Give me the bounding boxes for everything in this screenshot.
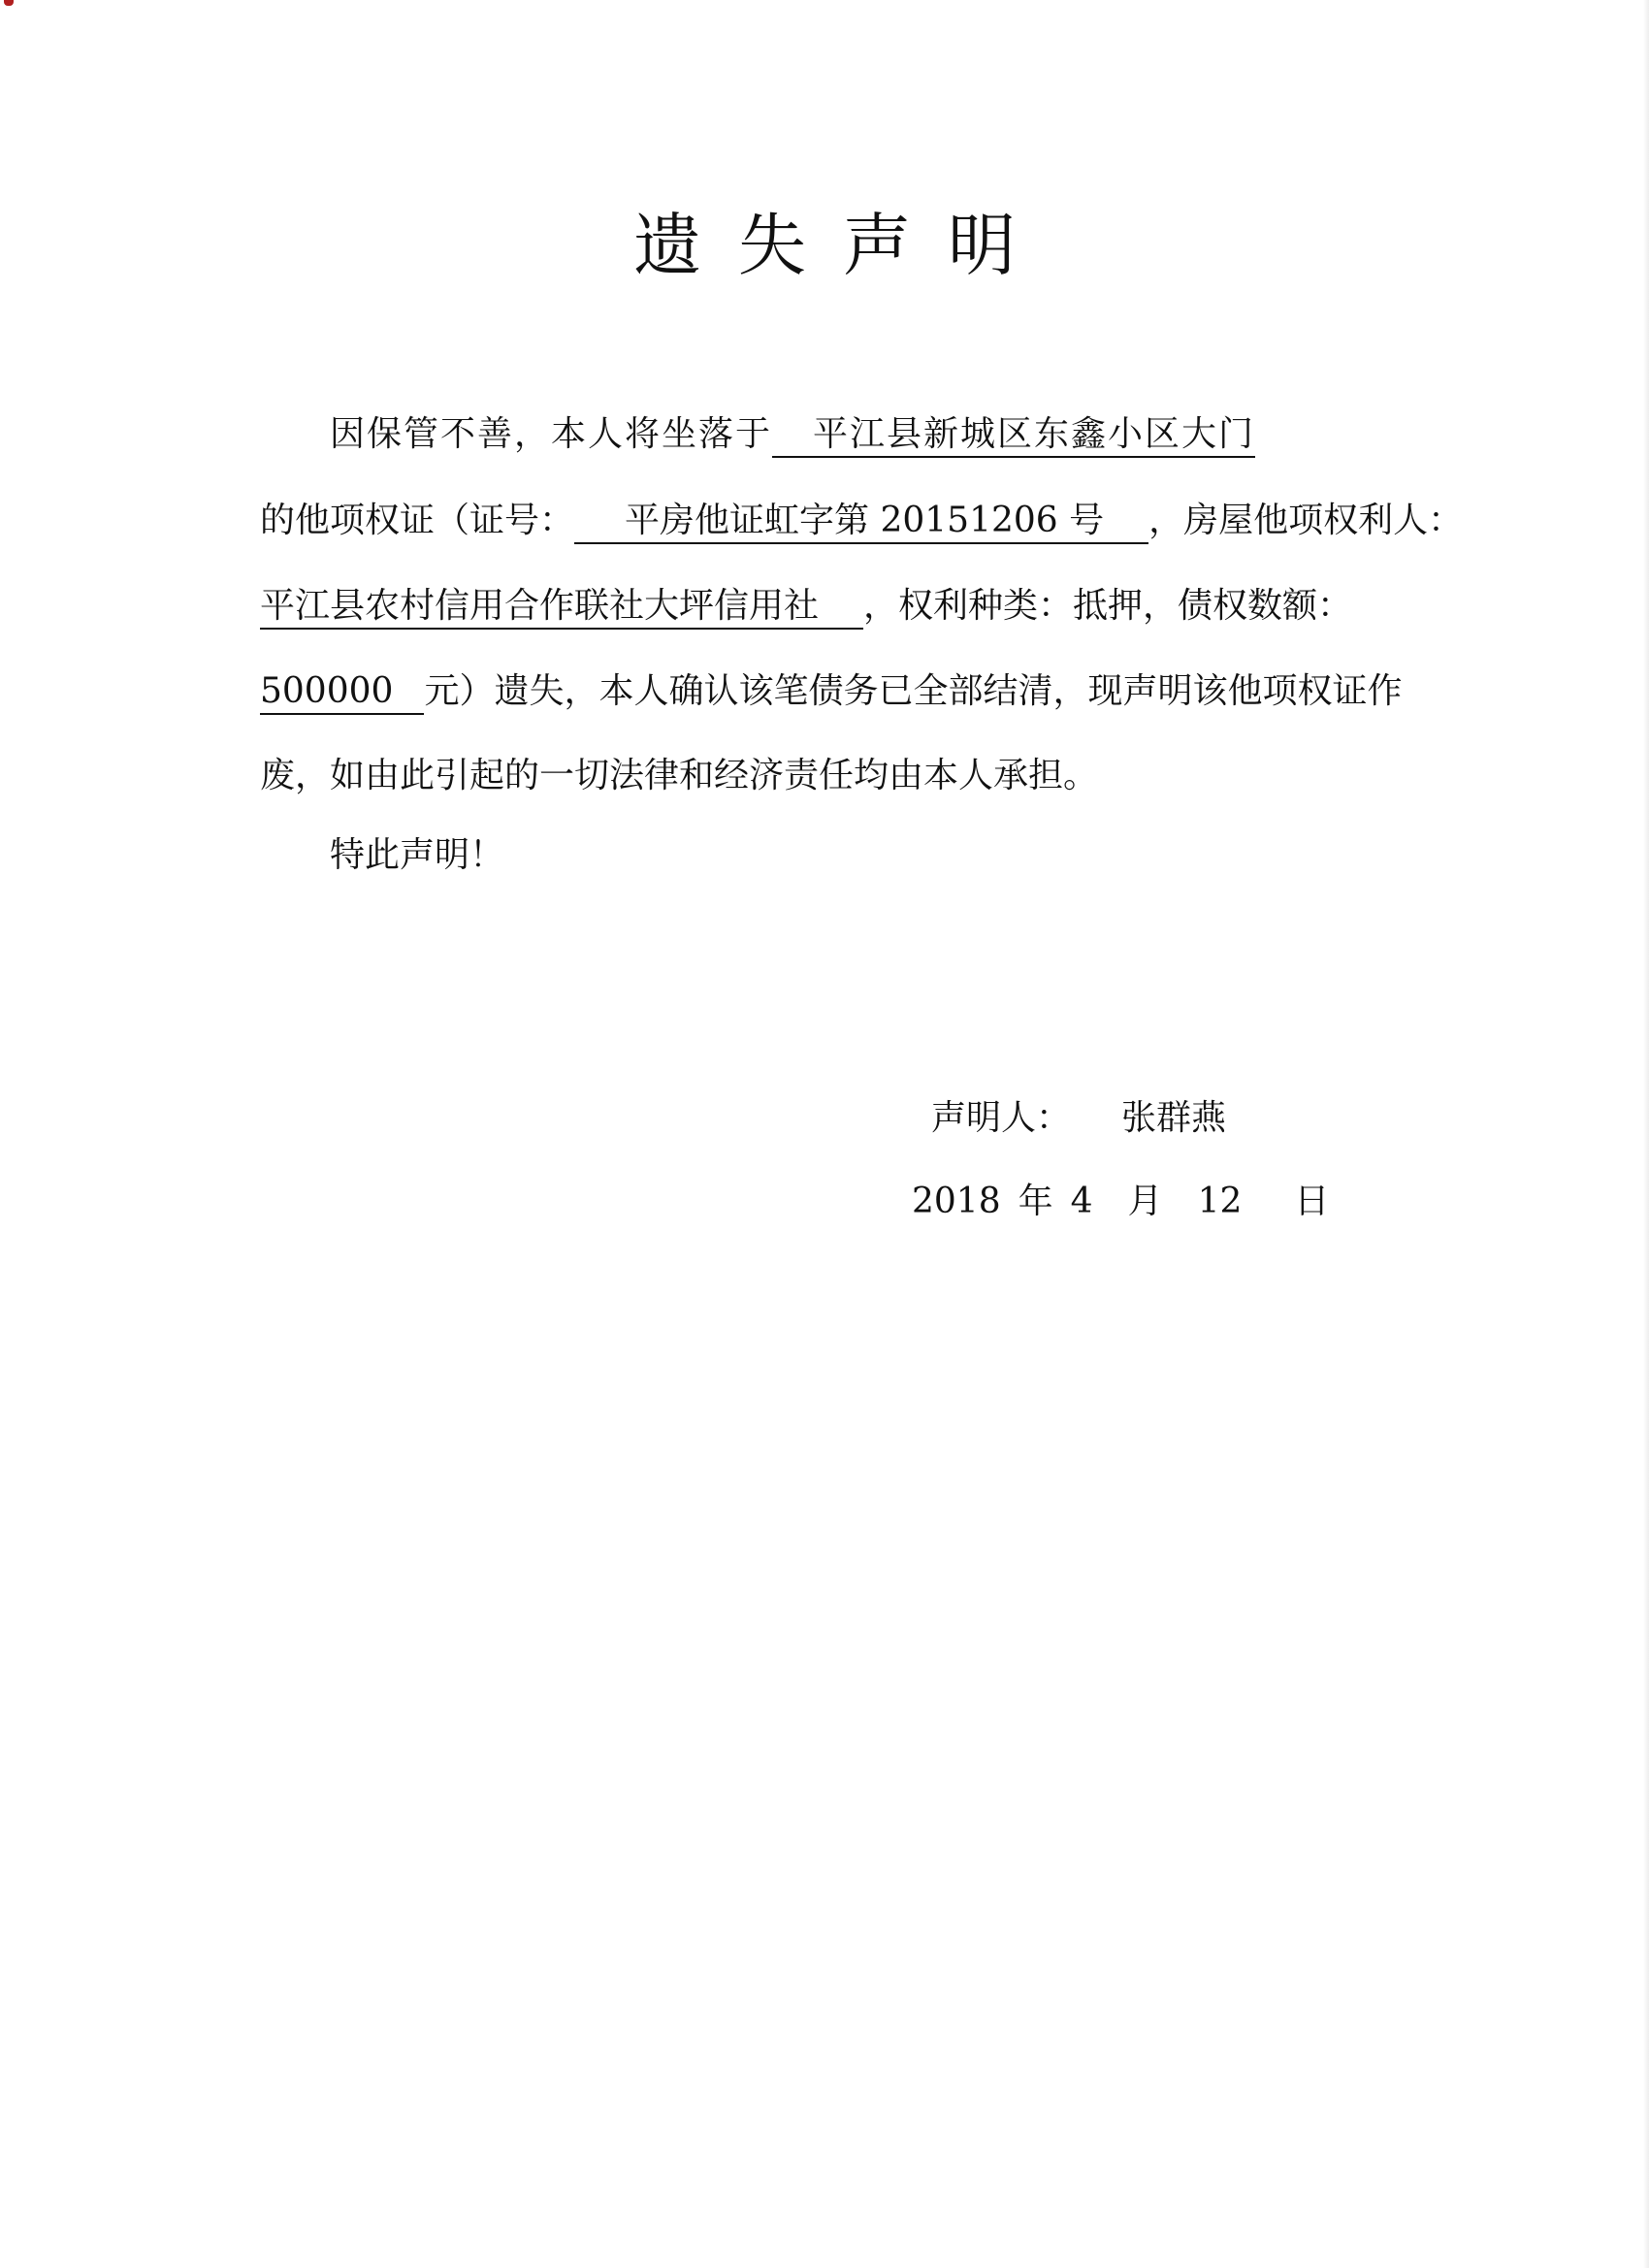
property-address: 平江县新城区东鑫小区大门 (772, 413, 1255, 458)
body-text: 因保管不善，本人将坐落于 (330, 414, 773, 454)
body-text: 的他项权证（证号： (260, 501, 575, 540)
closing-statement: 特此声明！ (330, 835, 505, 875)
body-line-1 (330, 410, 1255, 459)
document-title: 遗失声明 (633, 206, 1052, 285)
scan-mark (4, 0, 14, 6)
date-year: 2018 (912, 1182, 1001, 1221)
declarant-name: 张群燕 (1121, 1098, 1227, 1138)
claim-amount: 500000 (260, 670, 424, 715)
body-text: ，房屋他项权利人： (1148, 501, 1464, 540)
date-year-unit: 年 (1018, 1182, 1053, 1221)
certificate-number: 平房他证虹字第 20151206 号 (574, 500, 1148, 544)
body-line-5 (260, 752, 1098, 800)
rights-holder: 平江县农村信用合作联社大坪信用社 (260, 585, 863, 630)
body-text: 元）遗失，本人确认该笔债务已全部结清，现声明该他项权证作 (424, 671, 1403, 711)
body-line-2 (260, 497, 1463, 545)
date-month-unit: 月 (1127, 1182, 1163, 1221)
date-day-unit: 日 (1294, 1182, 1330, 1221)
date-month: 4 (1070, 1182, 1093, 1221)
declaration-date (912, 1178, 1329, 1226)
body-text: 废，如由此引起的一切法律和经济责任均由本人承担。 (260, 756, 1099, 795)
body-line-4 (260, 667, 1402, 716)
declarant-label: 声明人： (931, 1098, 1072, 1138)
scan-edge (1643, 0, 1649, 2268)
body-text: ，权利种类：抵押，债权数额： (863, 586, 1353, 626)
date-day: 12 (1197, 1182, 1243, 1221)
body-line-3 (260, 582, 1352, 631)
